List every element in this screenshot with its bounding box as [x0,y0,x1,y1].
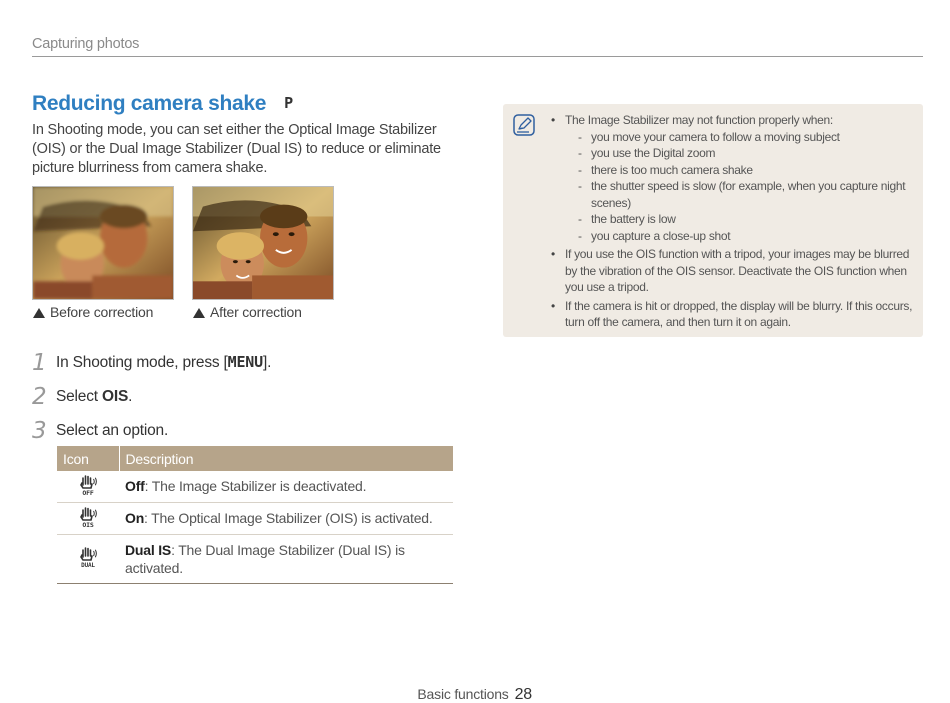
header-divider [32,56,923,57]
hand-dual-icon [57,534,119,583]
svg-text:OIS: OIS [82,520,94,528]
hand-off-icon [57,471,119,502]
step-2 [32,384,132,410]
step-text-end: . [128,388,133,405]
step-text: Select [56,388,102,405]
note-sub-item: - you capture a close-up shot [565,228,913,245]
step-text: In Shooting mode, press [ [56,354,228,371]
table-row [57,471,453,502]
step-text: Select an option. [56,422,169,439]
note-sub-item: - you move your camera to follow a moving subject [565,129,913,146]
option-description [119,534,453,583]
program-mode-icon: P [284,94,293,112]
option-description [119,471,453,502]
step-text-end: ]. [262,354,272,371]
page-title-text: Reducing camera shake [32,92,267,115]
note-item: • If you use the OIS function with a tripod, your images may be blurred by the vibration of the OIS sensor. Deactivate the OIS function when you use a tripod. [551,246,913,296]
after-caption-text: After correction [210,304,302,320]
note-sub-item: - you use the Digital zoom [565,145,913,162]
menu-key-icon: MENU [227,353,263,371]
note-sub-item: - the shutter speed is slow (for example, when you capture night scenes) [565,178,913,211]
ois-label: OIS [102,388,129,405]
option-desc-text: : The Optical Image Stabilizer (OIS) is activated. [144,510,433,526]
note-sub-item: - there is too much camera shake [565,162,913,179]
page-number: 28 [514,686,532,703]
note-item-text: The Image Stabilizer may not function properly when: [565,113,833,127]
table-row [57,534,453,583]
note-pencil-icon [513,114,535,136]
step-number: 1 [32,350,47,376]
hand-ois-icon [57,502,119,534]
note-item: • If the camera is hit or dropped, the display will be blurry. If this occurs, turn off the camera, and then turn it on again. [551,298,913,331]
icon-column-header: Icon [57,446,119,471]
ois-options-table [57,446,453,584]
triangle-up-icon [33,308,45,318]
step-1 [32,350,271,376]
note-box [503,104,923,337]
after-correction-caption [193,304,302,320]
option-description [119,502,453,534]
option-term: Dual IS [125,541,172,558]
note-sub-item: - the battery is low [565,211,913,228]
after-correction-photo [192,186,334,300]
intro-paragraph: In Shooting mode, you can set either the Optical Image Stabilizer (OIS) or the Dual Image Stabilizer (Dual IS) to reduce or eliminate picture blurriness from camera shake. [32,122,441,176]
note-sub-list [565,129,913,245]
step-number: 3 [32,418,47,444]
option-term: On [125,510,145,526]
triangle-up-icon [193,308,205,318]
step-number: 2 [32,384,47,410]
step-3 [32,418,168,444]
option-desc-text: : The Dual Image Stabilizer (Dual IS) is activated. [125,541,405,576]
note-list [551,112,913,331]
before-caption-text: Before correction [50,304,154,320]
before-correction-photo [32,186,174,300]
svg-text:OFF: OFF [82,488,94,496]
before-correction-caption [33,304,153,320]
page-title [32,92,293,116]
table-row [57,502,453,534]
section-header: Capturing photos [32,36,140,52]
option-desc-text: : The Image Stabilizer is deactivated. [144,478,367,495]
description-column-header: Description [119,446,453,471]
note-item [551,112,913,244]
option-term: Off [125,478,145,495]
footer-section-label: Basic functions [417,686,509,702]
page-footer [417,686,532,703]
svg-text:DUAL: DUAL [81,562,95,568]
